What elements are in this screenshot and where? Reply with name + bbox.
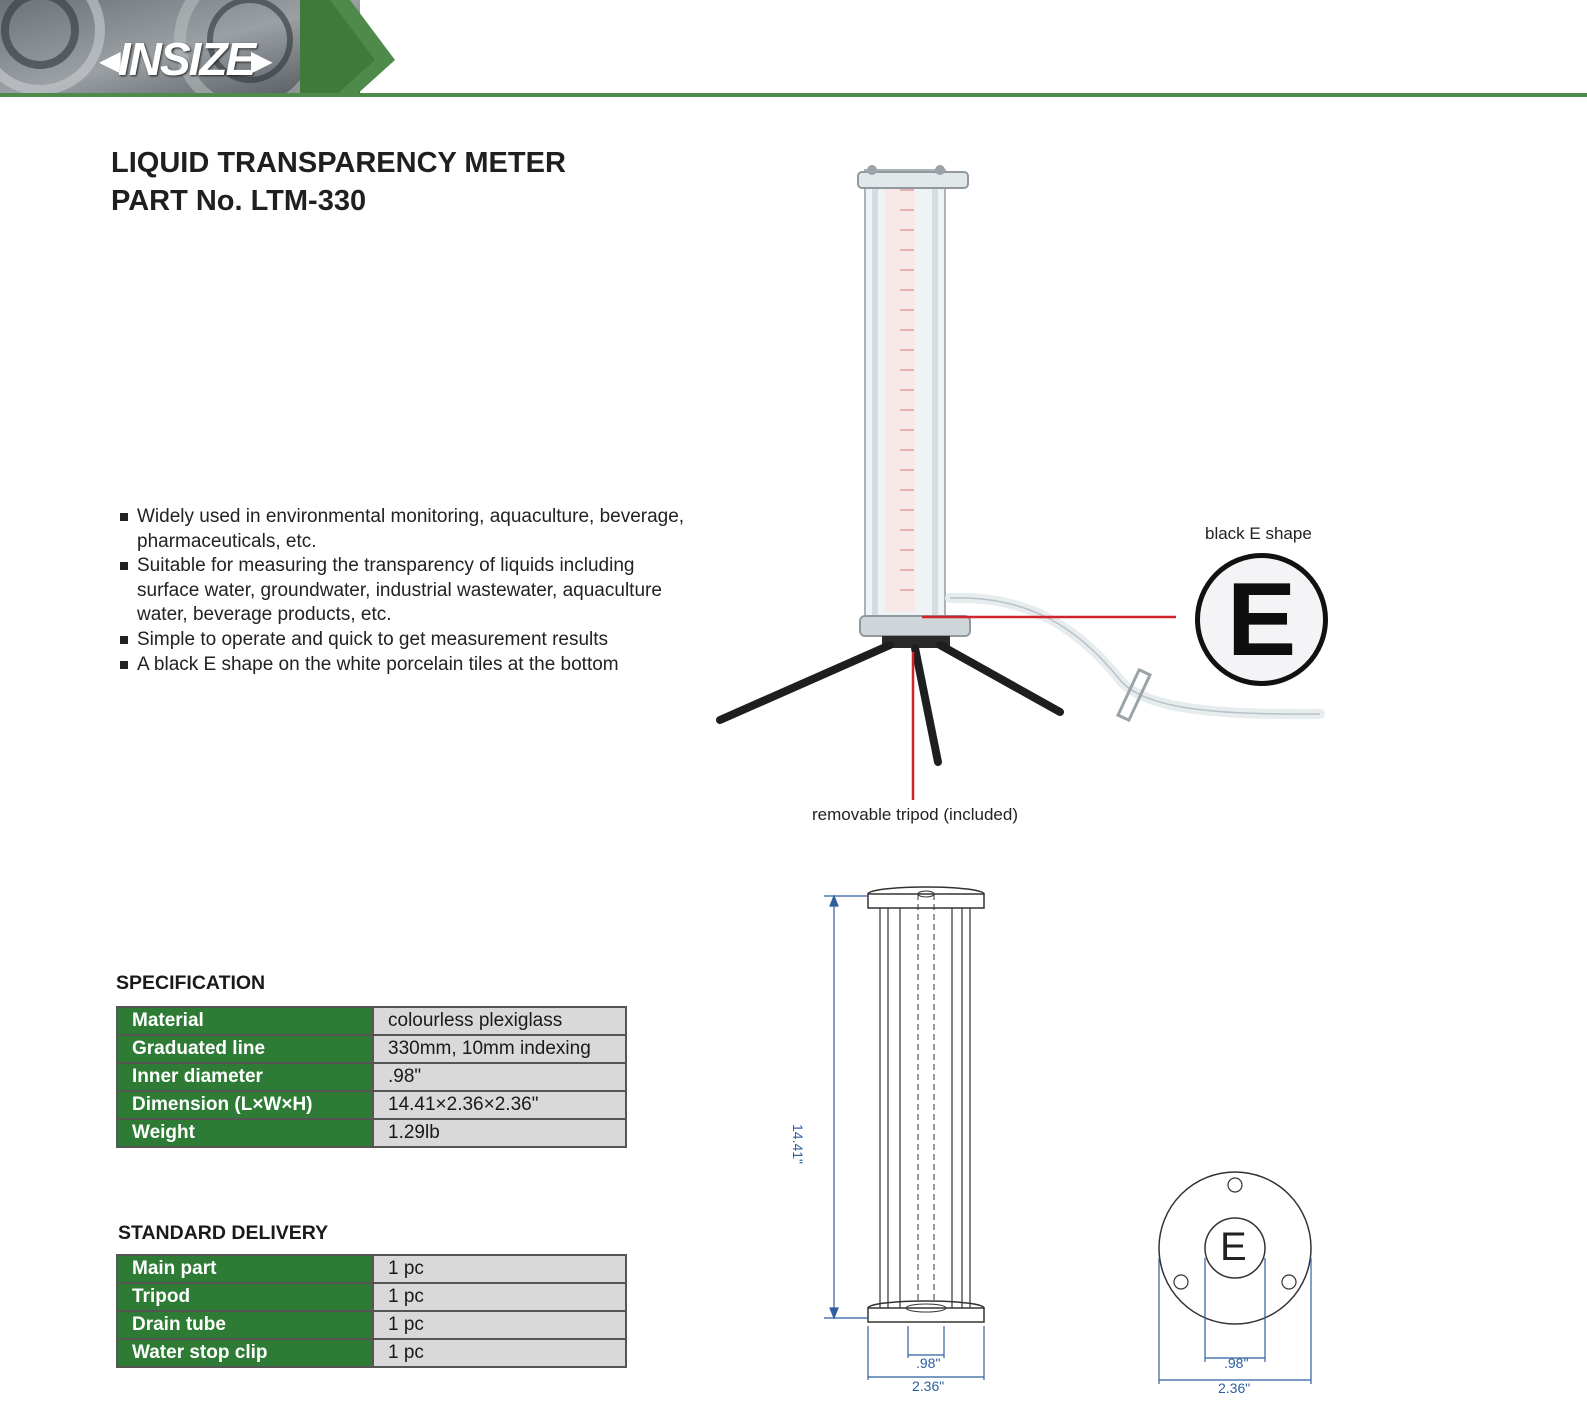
top-view-e-letter: E xyxy=(1220,1225,1247,1269)
delivery-item: Water stop clip xyxy=(117,1339,373,1367)
feature-item: A black E shape on the white porcelain tiles at the bottom xyxy=(120,653,700,678)
header-banner xyxy=(0,0,1587,100)
logo-left-arrow-icon: ◄ xyxy=(92,40,128,81)
spec-value: colourless plexiglass xyxy=(373,1007,626,1035)
delivery-table xyxy=(116,1254,627,1368)
table-row xyxy=(117,1091,626,1119)
table-row xyxy=(117,1007,626,1035)
delivery-qty: 1 pc xyxy=(373,1283,626,1311)
delivery-item: Drain tube xyxy=(117,1311,373,1339)
delivery-heading: STANDARD DELIVERY xyxy=(118,1222,329,1244)
delivery-item: Main part xyxy=(117,1255,373,1283)
top-view-outer-diameter-label: 2.36" xyxy=(1218,1380,1251,1396)
product-photo xyxy=(700,150,1340,790)
table-row xyxy=(117,1311,626,1339)
e-letter: E xyxy=(1226,561,1297,678)
table-row xyxy=(117,1035,626,1063)
spec-value: 1.29lb xyxy=(373,1119,626,1147)
title-part-number: PART No. LTM-330 xyxy=(111,185,367,217)
tripod-callout-label: removable tripod (included) xyxy=(812,805,1018,824)
table-row xyxy=(117,1119,626,1147)
delivery-qty: 1 pc xyxy=(373,1311,626,1339)
table-row xyxy=(117,1063,626,1091)
spec-value: 330mm, 10mm indexing xyxy=(373,1035,626,1063)
feature-item: Widely used in environmental monitoring, aquaculture, beverage, pharmaceuticals, etc. xyxy=(120,505,700,554)
spec-key: Weight xyxy=(117,1119,373,1147)
feature-list xyxy=(120,505,700,677)
top-view-inner-diameter-label: .98" xyxy=(1224,1355,1249,1371)
table-row xyxy=(117,1255,626,1283)
spec-key: Dimension (L×W×H) xyxy=(117,1091,373,1119)
title-product: LIQUID TRANSPARENCY METER xyxy=(111,147,566,179)
specification-heading: SPECIFICATION xyxy=(116,972,266,994)
delivery-qty: 1 pc xyxy=(373,1255,626,1283)
spec-key: Inner diameter xyxy=(117,1063,373,1091)
spec-key: Graduated line xyxy=(117,1035,373,1063)
logo-right-arrow-icon: ► xyxy=(244,40,280,81)
e-shape-callout-label: black E shape xyxy=(1205,524,1312,543)
specification-table xyxy=(116,1006,627,1148)
table-row xyxy=(117,1339,626,1367)
e-shape-badge xyxy=(1195,553,1328,686)
page-title xyxy=(111,144,566,220)
feature-item: Simple to operate and quick to get measurement results xyxy=(120,628,700,653)
table-row xyxy=(117,1283,626,1311)
spec-key: Material xyxy=(117,1007,373,1035)
height-dimension-label: 14.41" xyxy=(790,1124,806,1165)
side-view-drawing xyxy=(810,880,1030,1400)
feature-item: Suitable for measuring the transparency of liquids including surface water, groundwater, industrial wastewater, aquaculture water, beverage products, etc. xyxy=(120,554,700,628)
outer-diameter-label: 2.36" xyxy=(912,1378,945,1394)
inner-diameter-label: .98" xyxy=(916,1355,941,1371)
top-view-drawing xyxy=(1155,1168,1325,1408)
spec-value: .98" xyxy=(373,1063,626,1091)
spec-value: 14.41×2.36×2.36" xyxy=(373,1091,626,1119)
brand-logo: INSIZE xyxy=(118,33,255,85)
header-divider xyxy=(0,93,1587,97)
delivery-qty: 1 pc xyxy=(373,1339,626,1367)
delivery-item: Tripod xyxy=(117,1283,373,1311)
